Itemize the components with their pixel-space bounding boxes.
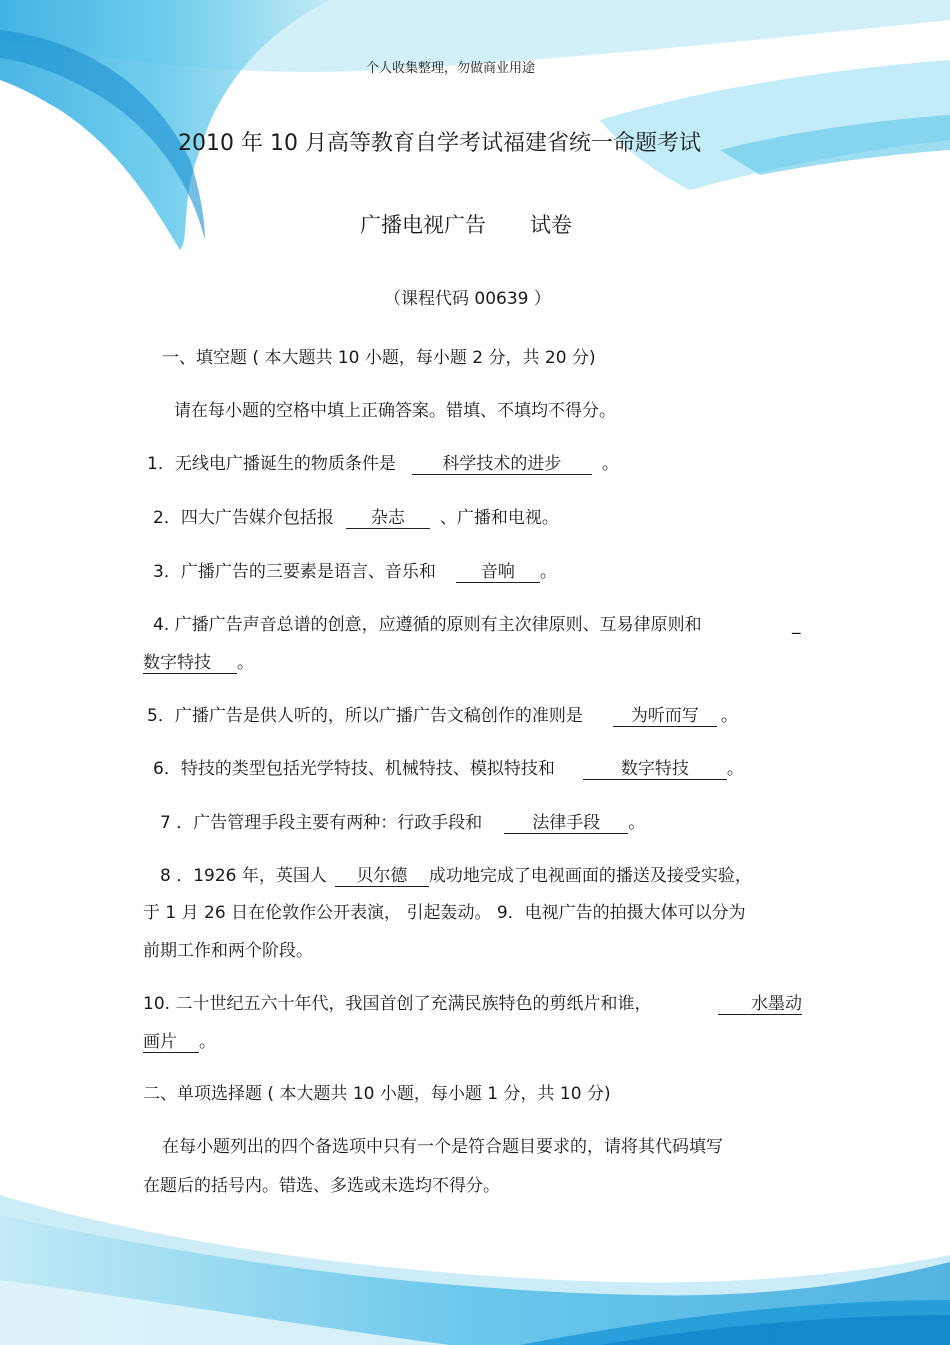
question-9-line: 前期工作和两个阶段。 [143, 941, 313, 961]
answer-blank: 音响 [456, 562, 540, 583]
answer-blank: 数字特技 [143, 653, 237, 674]
question-1 [147, 453, 619, 475]
answer-blank-start: _ [792, 615, 801, 635]
question-4-continued [143, 652, 254, 674]
answer-blank-part1 [718, 993, 802, 1015]
question-2 [153, 507, 559, 529]
question-text: 2．四大广告媒介包括报 [153, 508, 334, 528]
answer-blank: 杂志 [346, 508, 430, 529]
question-end: 。 [199, 1032, 216, 1052]
question-7 [160, 812, 645, 834]
question-text: 6．特技的类型包括光学特技、机械特技、模拟特技和 [153, 759, 555, 779]
question-text: 4. 广播广告声音总谱的创意，应遵循的原则有主次律原则、互易律原则和 [153, 615, 702, 635]
question-text: 3．广播广告的三要素是语言、音乐和 [153, 562, 436, 582]
question-text: 1．无线电广播诞生的物质条件是 [147, 454, 396, 474]
question-8-9-line: 于 1 月 26 日在伦敦作公开表演， 引起轰动。 9．电视广告的拍摄大体可以分为 [143, 903, 746, 923]
question-text-continued: 成功地完成了电视画面的播送及接受实验， [428, 866, 752, 886]
question-end: 。 [539, 562, 557, 582]
question-end: 。 [720, 706, 738, 726]
answer-blank: 画片 [143, 1032, 199, 1053]
page-header-note: 个人收集整理，勿做商业用途 [366, 61, 536, 76]
section1-instruction: 请在每小题的空格中填上正确答案。错填、不填均不得分。 [174, 401, 616, 421]
section1-heading: 一、填空题 ( 本大题共 10 小题，每小题 2 分，共 20 分) [162, 348, 596, 368]
question-8 [160, 865, 752, 887]
answer-blank: 数字特技 [583, 759, 727, 780]
question-end: 。 [601, 454, 619, 474]
question-3 [153, 561, 557, 583]
question-end: 。 [628, 813, 646, 833]
question-10-continued [143, 1031, 216, 1053]
section2-instruction: 在每小题列出的四个备选项中只有一个是符合题目要求的，请将其代码填写 [162, 1137, 723, 1157]
question-end: 。 [726, 759, 744, 779]
answer-blank: 法律手段 [504, 813, 628, 834]
exam-subtitle [360, 212, 572, 238]
question-4 [153, 614, 702, 636]
answer-blank: 科学技术的进步 [412, 454, 592, 475]
answer-blank: 为听而写 [613, 706, 717, 727]
answer-blank: 贝尔德 [335, 866, 429, 887]
answer-blank: 水墨动 [718, 994, 802, 1015]
question-5 [147, 705, 738, 727]
question-text: 8 ．1926 年，英国人 [160, 866, 327, 886]
question-10 [143, 993, 651, 1015]
exam-title: 2010 年 10 月高等教育自学考试福建省统一命题考试 [178, 131, 701, 156]
question-text: 10. 二十世纪五六十年代，我国首创了充满民族特色的剪纸片和谁， [143, 994, 652, 1014]
question-text: 5．广播广告是供人听的，所以广播广告文稿创作的准则是 [147, 706, 583, 726]
section2-instruction-continued: 在题后的括号内。错选、多选或未选均不得分。 [143, 1176, 500, 1196]
question-end: 。 [237, 653, 254, 673]
question-end: 、广播和电视。 [439, 508, 559, 528]
section2-heading: 二、单项选择题 ( 本大题共 10 小题，每小题 1 分，共 10 分) [143, 1084, 611, 1104]
question-6 [153, 758, 744, 780]
question-text: 7 ．广告管理手段主要有两种：行政手段和 [160, 813, 483, 833]
course-code: （课程代码 00639 ） [384, 289, 551, 309]
paper-label: 试卷 [530, 213, 572, 237]
subject-name: 广播电视广告 [360, 213, 486, 237]
